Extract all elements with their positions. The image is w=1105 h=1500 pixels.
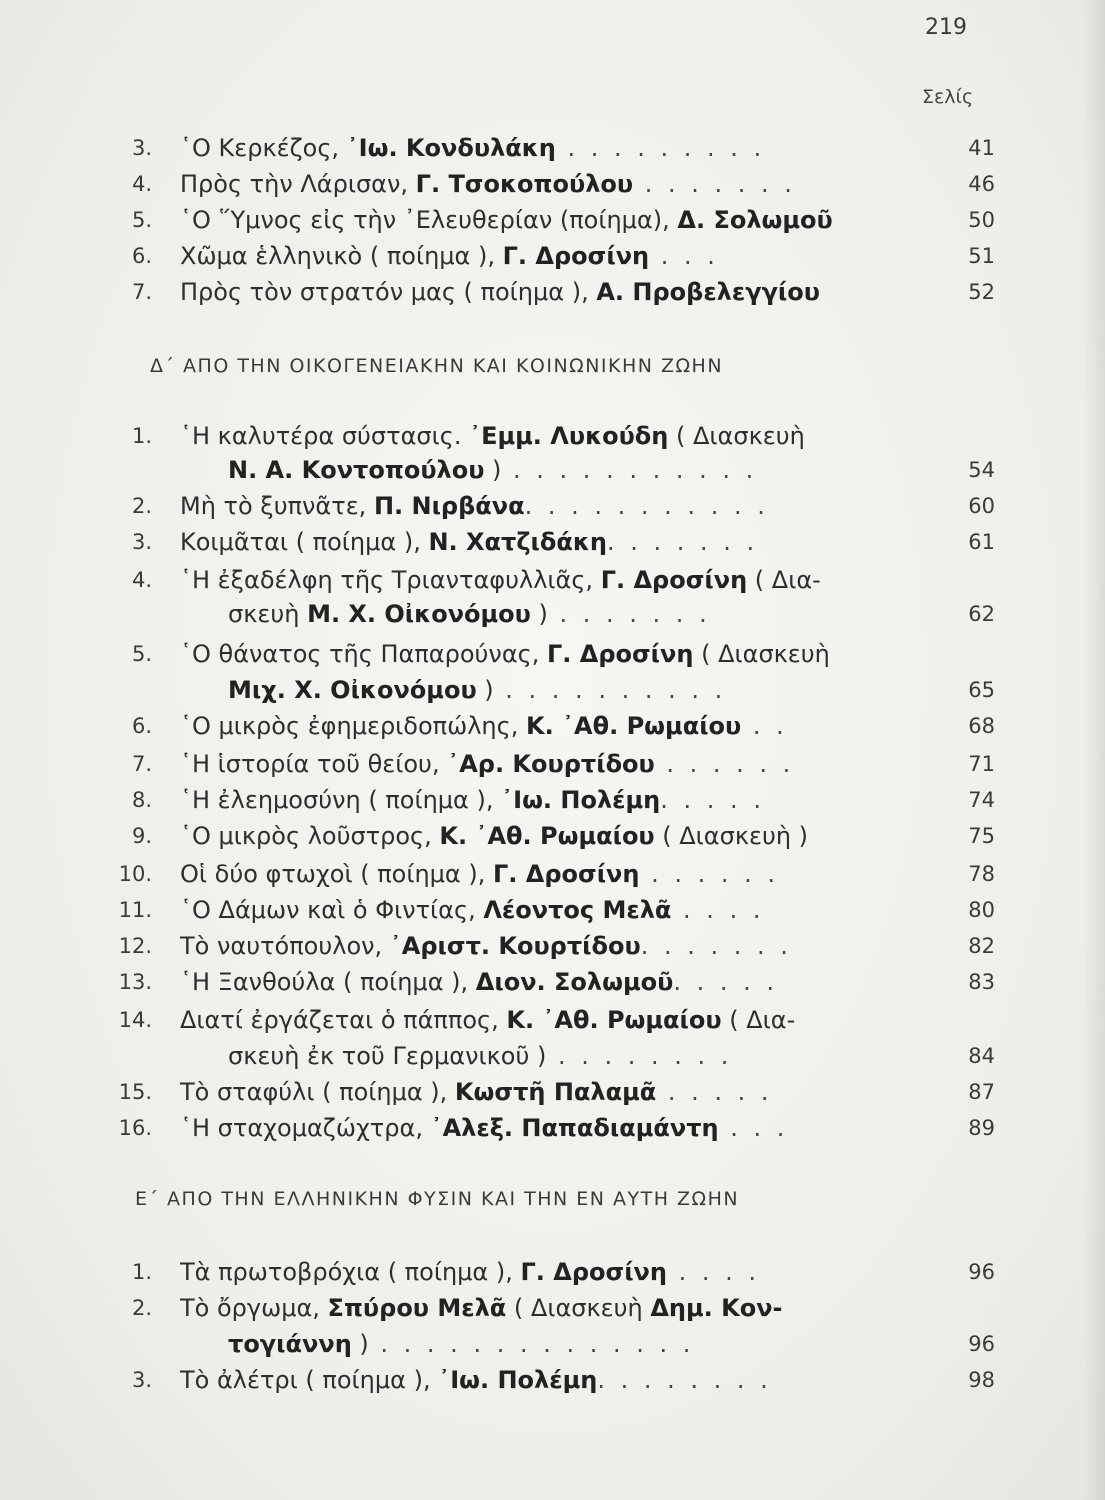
entry-author: ᾿Αλεξ. Παπαδιαμάντη: [430, 1114, 719, 1142]
entry-number: 8.: [131, 788, 152, 812]
toc-entry: [0, 488, 1105, 524]
section-heading: Δ΄ ΑΠΟ ΤΗΝ ΟΙΚΟΓΕΝΕΙΑΚΗΝ ΚΑΙ ΚΟΙΝΩΝΙΚΗΝ ΖΩΗΝ: [150, 355, 724, 377]
entry-page: 96: [968, 1260, 995, 1284]
entry-title: Τὰ πρωτοβρόχια ( ποίημα ), Γ. Δροσίνη . . . .: [180, 1258, 761, 1286]
entry-number: 7.: [131, 280, 152, 304]
entry-title: σκευὴ ἐκ τοῦ Γερμανικοῦ ) . . . . . . . .: [228, 1042, 733, 1070]
toc-entry: [0, 1074, 1105, 1110]
toc-entry-continuation: [0, 1038, 1105, 1074]
toc-entry: [0, 166, 1105, 202]
entry-title: Τὸ ὄργωμα, Σπύρου Μελᾶ ( Διασκευὴ Δημ. Κον-: [180, 1294, 783, 1322]
entry-number: 3.: [131, 136, 152, 160]
entry-author: Α. Προβελεγγίου: [596, 278, 820, 306]
entry-author: τογιάννη: [228, 1330, 352, 1358]
toc-entry: [0, 818, 1105, 854]
toc-entry: [0, 238, 1105, 274]
entry-author: Κωστῆ Παλαμᾶ: [454, 1078, 657, 1106]
entry-page: 62: [968, 602, 995, 626]
entry-number: 14.: [118, 1008, 152, 1032]
toc-entry: [0, 1254, 1105, 1290]
entry-number: 13.: [118, 970, 152, 994]
entry-author: Κ. ᾿Αθ. Ρωμαίου: [525, 712, 742, 740]
leader-dots: . . . . .: [656, 1078, 773, 1106]
entry-author: Γ. Δροσίνη: [493, 860, 640, 888]
toc-entry: [0, 856, 1105, 892]
toc-entry: [0, 202, 1105, 238]
toc-entry: [0, 746, 1105, 782]
leader-dots: . . . . . . . . . . .: [524, 492, 769, 520]
entry-title: Τὸ ἀλέτρι ( ποίημα ), ᾿Ιω. Πολέμη. . . . . . . .: [180, 1366, 772, 1394]
entry-author: Δημ. Κον-: [650, 1294, 783, 1322]
toc-entry-continuation: [0, 452, 1105, 488]
entry-number: 15.: [118, 1080, 152, 1104]
leader-dots: . . . . .: [660, 786, 765, 814]
entry-title: Οἱ δύο φτωχοὶ ( ποίημα ), Γ. Δροσίνη . . . . . .: [180, 860, 780, 888]
entry-author: Π. Νιρβάνα: [373, 492, 525, 520]
leader-dots: . . . . . . .: [547, 600, 711, 628]
entry-page: 52: [968, 280, 995, 304]
entry-title: τογιάννη ) . . . . . . . . . . . . . .: [228, 1330, 695, 1358]
entry-page: 83: [968, 970, 995, 994]
entry-title: Τὸ ναυτόπουλον, ᾿Αριστ. Κουρτίδου. . . . . . .: [180, 932, 792, 960]
entry-title: ῾Η καλυτέρα σύστασις. ᾿Εμμ. Λυκούδη ( Διασκευὴ: [180, 422, 805, 450]
toc-entry-continuation: [0, 672, 1105, 708]
toc-entry: [0, 562, 1105, 598]
entry-author: Δ. Σολωμοῦ: [677, 206, 833, 234]
leader-dots: . . . . . . . .: [597, 1366, 772, 1394]
toc-entry: [0, 524, 1105, 560]
entry-number: 11.: [118, 898, 152, 922]
entry-title: Διατί ἐργάζεται ὁ πάππος, Κ. ᾿Αθ. Ρωμαίου ( Δια-: [180, 1006, 796, 1034]
entry-page: 98: [968, 1368, 995, 1392]
toc-entry: [0, 1110, 1105, 1146]
entry-author: Γ. Δροσίνη: [600, 566, 748, 594]
entry-number: 4.: [131, 568, 152, 592]
entry-page: 54: [968, 458, 995, 482]
leader-dots: . . . . . . . . . . . . . .: [368, 1330, 695, 1358]
toc-entry: [0, 964, 1105, 1000]
entry-title: ῾Ο ῞Υμνος εἰς τὴν ᾿Ελευθερίαν (ποίημα), Δ. Σολωμοῦ: [180, 206, 833, 234]
entry-page: 84: [968, 1044, 995, 1068]
entry-page: 60: [968, 494, 995, 518]
entry-title: ῾Η Ξανθούλα ( ποίημα ), Διον. Σολωμοῦ. . . . .: [180, 968, 778, 996]
entry-page: 71: [968, 752, 995, 776]
section-heading: Ε΄ ΑΠΟ ΤΗΝ ΕΛΛΗΝΙΚΗΝ ΦΥΣΙΝ ΚΑΙ ΤΗΝ ΕΝ ΑΥΤΗ ΖΩΗΝ: [135, 1188, 740, 1210]
leader-dots: . . . . . . . . .: [555, 134, 766, 162]
entry-title: ῾Η ἐλεημοσύνη ( ποίημα ), ᾿Ιω. Πολέμη. . . . .: [180, 786, 765, 814]
entry-author: Ν. Χατζιδάκη: [428, 528, 607, 556]
entry-title: ῾Η ἐξαδέλφη τῆς Τριανταφυλλιᾶς, Γ. Δροσίνη ( Δια-: [180, 566, 821, 594]
entry-title: Χῶμα ἑλληνικὸ ( ποίημα ), Γ. Δροσίνη . . .: [180, 242, 719, 270]
entry-title: ῾Ο Δάμων καὶ ὁ Φιντίας, Λέοντος Μελᾶ . . . .: [180, 896, 765, 924]
entry-page: 74: [968, 788, 995, 812]
entry-page: 78: [968, 862, 995, 886]
toc-entry: [0, 274, 1105, 310]
entry-page: 75: [968, 824, 995, 848]
entry-page: 89: [968, 1116, 995, 1140]
entry-number: 16.: [118, 1116, 152, 1140]
entry-author: Μ. Χ. Οἰκονόμου: [307, 600, 531, 628]
entry-title: Μὴ τὸ ξυπνᾶτε, Π. Νιρβάνα. . . . . . . . . . .: [180, 492, 769, 520]
entry-number: 9.: [131, 824, 152, 848]
entry-author: ᾿Ιω. Πολέμη: [438, 1366, 598, 1394]
entry-title: Μιχ. Χ. Οἰκονόμου ) . . . . . . . . . .: [228, 676, 727, 704]
page-number: 219: [925, 15, 967, 40]
entry-title: Κοιμᾶται ( ποίημα ), Ν. Χατζιδάκη. . . . . . .: [180, 528, 759, 556]
leader-dots: . . . . . . . . . . .: [501, 456, 758, 484]
leader-dots: . . . . .: [673, 968, 778, 996]
toc-entry-continuation: [0, 596, 1105, 632]
entry-page: 61: [968, 530, 995, 554]
toc-entry-continuation: [0, 1326, 1105, 1362]
entry-number: 1.: [131, 424, 152, 448]
entry-number: 5.: [131, 642, 152, 666]
entry-number: 3.: [131, 530, 152, 554]
entry-page: 87: [968, 1080, 995, 1104]
entry-page: 65: [968, 678, 995, 702]
entry-title: ῾Ο μικρὸς ἐφημεριδοπώλης, Κ. ᾿Αθ. Ρωμαίου . .: [180, 712, 788, 740]
toc-entry: [0, 782, 1105, 818]
leader-dots: . . . . . . .: [640, 932, 792, 960]
entry-title: ῾Η σταχομαζώχτρα, ᾿Αλεξ. Παπαδιαμάντη . . .: [180, 1114, 789, 1142]
entry-author: Γ. Δροσίνη: [546, 640, 694, 668]
entry-page: 82: [968, 934, 995, 958]
leader-dots: . . . .: [666, 1258, 761, 1286]
entry-author: Λέοντος Μελᾶ: [483, 896, 672, 924]
entry-page: 80: [968, 898, 995, 922]
entry-author: Γ. Δροσίνη: [520, 1258, 667, 1286]
leader-dots: . . .: [718, 1114, 789, 1142]
toc-entry: [0, 1290, 1105, 1326]
entry-author: ᾿Εμμ. Λυκούδη: [469, 422, 669, 450]
leader-dots: . .: [741, 712, 788, 740]
entry-number: 12.: [118, 934, 152, 958]
entry-page: 46: [968, 172, 995, 196]
entry-page: 51: [968, 244, 995, 268]
entry-page: 68: [968, 714, 995, 738]
toc-entry: [0, 418, 1105, 454]
entry-number: 6.: [131, 244, 152, 268]
entry-number: 6.: [131, 714, 152, 738]
toc-entry: [0, 1362, 1105, 1398]
entry-title: Πρὸς τὴν Λάρισαν, Γ. Τσοκοπούλου . . . . . . .: [180, 170, 796, 198]
entry-number: 5.: [131, 208, 152, 232]
entry-title: σκευὴ Μ. Χ. Οἰκονόμου ) . . . . . . .: [228, 600, 711, 628]
entry-number: 7.: [131, 752, 152, 776]
toc-entry: [0, 636, 1105, 672]
entry-author: Κ. ᾿Αθ. Ρωμαίου: [506, 1006, 722, 1034]
entry-title: Τὸ σταφύλι ( ποίημα ), Κωστῆ Παλαμᾶ . . . . .: [180, 1078, 773, 1106]
leader-dots: . . .: [649, 242, 719, 270]
toc-entry: [0, 1002, 1105, 1038]
entry-author: ᾿Ιω. Κονδυλάκη: [346, 134, 556, 162]
toc-entry: [0, 892, 1105, 928]
entry-number: 3.: [131, 1368, 152, 1392]
entry-title: ῾Η ἱστορία τοῦ θείου, ᾿Αρ. Κουρτίδου . . . . . .: [180, 750, 795, 778]
toc-entry: [0, 928, 1105, 964]
entry-author: Σπύρου Μελᾶ: [327, 1294, 507, 1322]
entry-page: 41: [968, 136, 995, 160]
entry-title: Ν. Α. Κοντοπούλου ) . . . . . . . . . . .: [228, 456, 758, 484]
leader-dots: . . . .: [671, 896, 765, 924]
entry-number: 4.: [131, 172, 152, 196]
entry-number: 1.: [131, 1260, 152, 1284]
entry-page: 96: [968, 1332, 995, 1356]
entry-author: ᾿Αριστ. Κουρτίδου: [389, 932, 641, 960]
entry-title: ῾Ο θάνατος τῆς Παπαρούνας, Γ. Δροσίνη ( Διασκευὴ: [180, 640, 830, 668]
entry-author: Γ. Δροσίνη: [502, 242, 650, 270]
entry-number: 2.: [131, 1296, 152, 1320]
entry-title: ῾Ο μικρὸς λοῦστρος, Κ. ᾿Αθ. Ρωμαίου ( Διασκευὴ ): [180, 822, 809, 850]
entry-author: Διον. Σολωμοῦ: [475, 968, 674, 996]
entry-author: ᾿Ιω. Πολέμη: [501, 786, 661, 814]
entry-title: ῾Ο Κερκέζος, ᾿Ιω. Κονδυλάκη . . . . . . . . .: [180, 134, 766, 162]
leader-dots: . . . . . . . .: [546, 1042, 733, 1070]
leader-dots: . . . . . . .: [633, 170, 796, 198]
entry-author: ᾿Αρ. Κουρτίδου: [447, 750, 655, 778]
entry-number: 2.: [131, 494, 152, 518]
page-column-header: Σελίς: [922, 86, 974, 108]
entry-author: Ν. Α. Κοντοπούλου: [228, 456, 485, 484]
leader-dots: . . . . . . .: [606, 528, 759, 556]
entry-title: Πρὸς τὸν στρατόν μας ( ποίημα ), Α. Προβελεγγίου: [180, 278, 820, 306]
entry-author: Γ. Τσοκοπούλου: [415, 170, 634, 198]
leader-dots: . . . . . .: [639, 860, 780, 888]
entry-number: 10.: [118, 862, 152, 886]
entry-page: 50: [968, 208, 995, 232]
entry-author: Μιχ. Χ. Οἰκονόμου: [228, 676, 477, 704]
entry-author: Κ. ᾿Αθ. Ρωμαίου: [439, 822, 655, 850]
toc-entry: [0, 708, 1105, 744]
toc-entry: [0, 130, 1105, 166]
leader-dots: . . . . . .: [654, 750, 795, 778]
leader-dots: . . . . . . . . . .: [493, 676, 727, 704]
